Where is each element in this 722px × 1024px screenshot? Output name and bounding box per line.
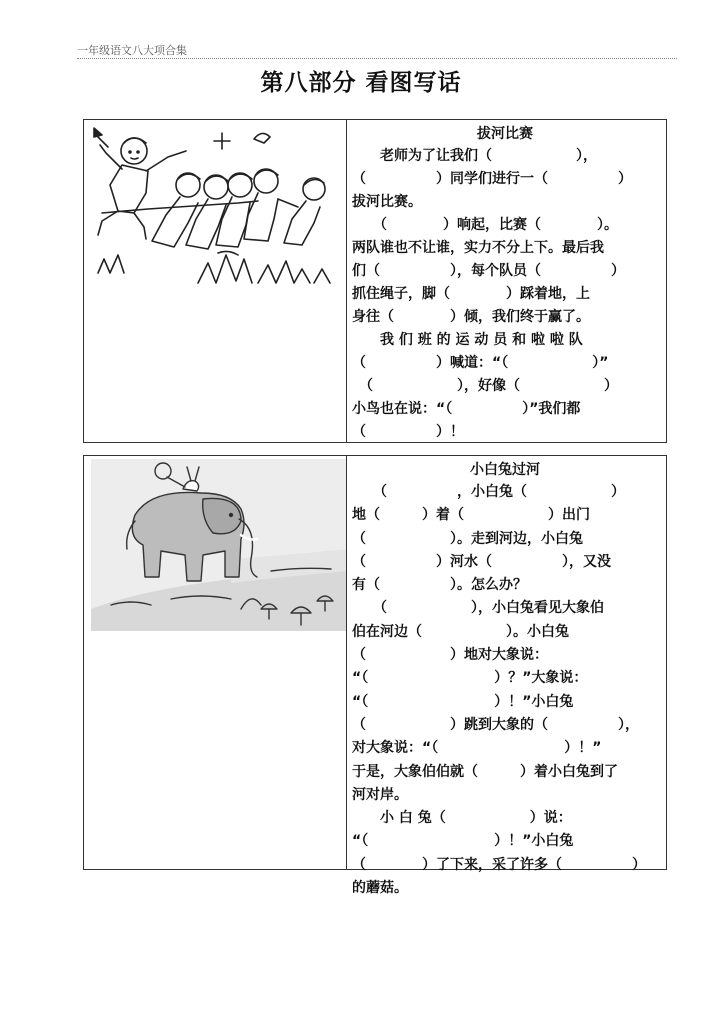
- story-line: “（ ）！”小白兔: [352, 693, 574, 710]
- story-line: （ ），好像（ ）: [352, 378, 618, 394]
- story-line: 老师为了让我们（ ），: [352, 148, 597, 164]
- story-line: （ ）地对大象说：: [352, 647, 548, 664]
- story-line: 的蘑菇。: [352, 880, 408, 897]
- story-text-tug-of-war: [352, 120, 658, 444]
- page-title: 第八部分 看图写话: [260, 70, 462, 96]
- story-line: 有（ ）。怎么办？: [352, 577, 527, 594]
- story-line: （ ）了下来，采了许多（ ）: [352, 856, 646, 873]
- story-line: （ ），小白兔看见大象伯: [352, 600, 604, 617]
- story-line: （ ）跳到大象的（ ），: [352, 716, 639, 733]
- story-panel-rabbit-river: [83, 455, 667, 897]
- story-panel-tug-of-war: [83, 119, 667, 443]
- story-line: （ ，小白兔（ ）: [352, 484, 625, 500]
- story-line: “（ ）？”大象说：: [352, 670, 588, 687]
- story-line: 伯在河边（ ）。小白兔: [352, 623, 569, 640]
- story-line: （ ）！: [352, 424, 464, 440]
- story-line: 河对岸。: [352, 786, 408, 803]
- story-line: 对大象说：“（ ）！”: [352, 740, 602, 757]
- story-line: 地（ ）着（ ）出门: [352, 507, 590, 524]
- header-rule: [77, 58, 677, 59]
- story-line: 小鸟也在说：“（ ）”我们都: [352, 401, 581, 417]
- story-line: （ ）同学们进行一（ ）: [352, 171, 632, 187]
- story-line: 两队谁也不让谁，实力不分上下。最后我: [352, 240, 604, 256]
- story-line: （ ）喊道：“（ ）”: [352, 355, 609, 371]
- story-line: 我 们 班 的 运 动 员 和 啦 啦 队: [352, 332, 583, 348]
- story-line: 们（ ），每个队员（ ）: [352, 263, 625, 279]
- story-title: 拔河比赛: [477, 126, 533, 142]
- story-line: 小 白 兔（ ）说：: [352, 810, 572, 827]
- story-line: 于是，大象伯伯就（ ）着小白兔到了: [352, 763, 618, 780]
- story-line: （ ）。走到河边，小白兔: [352, 530, 583, 547]
- panel-divider: [346, 120, 347, 442]
- story-line: （ ）响起，比赛（ ）。: [352, 217, 618, 233]
- story-line: 身往（ ）倾，我们终于赢了。: [352, 309, 590, 325]
- panel-divider: [346, 456, 347, 869]
- story-line: 拔河比赛。: [352, 194, 422, 210]
- story-line: 抓住绳子，脚（ ）踩着地，上: [352, 286, 590, 302]
- story-text-rabbit-river: [352, 456, 658, 900]
- story-line: （ ）河水（ ），又没: [352, 553, 611, 570]
- story-line: “（ ）！”小白兔: [352, 833, 574, 850]
- story-title: 小白兔过河: [470, 462, 540, 478]
- rabbit-elephant-illustration: [91, 459, 347, 631]
- running-header: 一年级语文八大项合集: [77, 44, 187, 57]
- tug-of-war-illustration: [88, 123, 340, 289]
